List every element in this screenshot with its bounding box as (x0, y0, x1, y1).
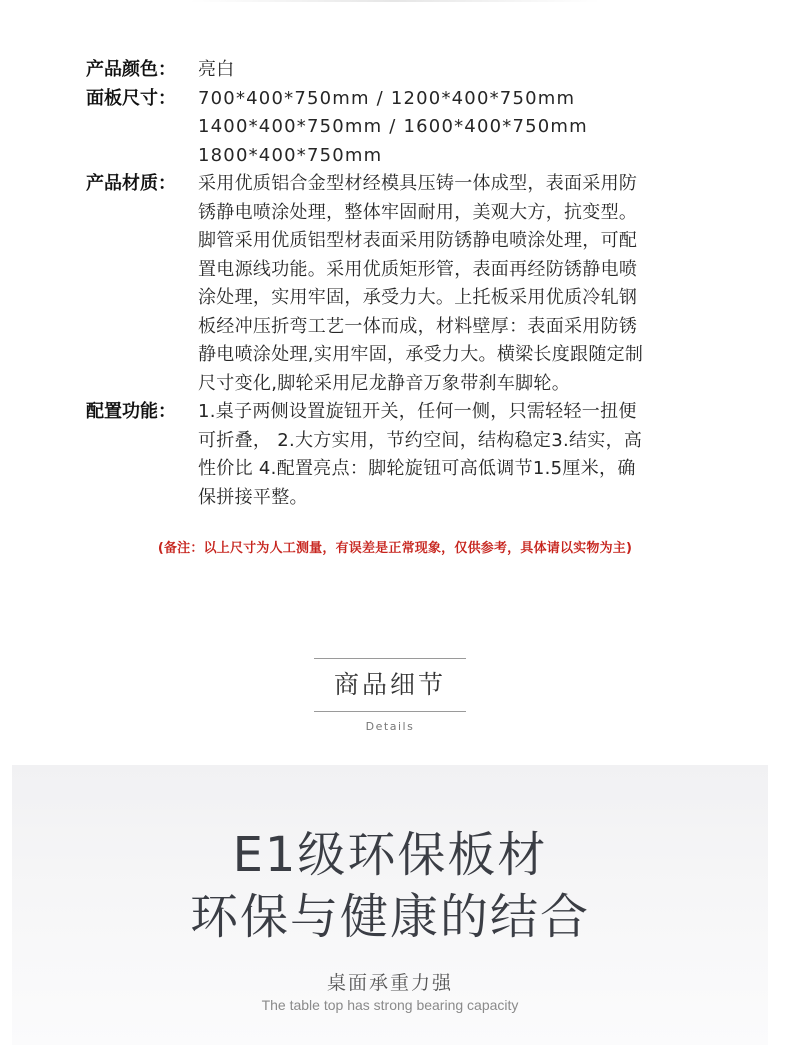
spec-value-material (198, 170, 746, 398)
banner-subtitle-en: The table top has strong bearing capacity (261, 997, 519, 1013)
section-rule-bottom (314, 711, 466, 712)
spec-line: 采用优质铝合金型材经模具压铸一体成型，表面采用防 (198, 173, 638, 194)
feature-banner (12, 765, 768, 1045)
spec-line: 1800*400*750mm (198, 144, 383, 166)
section-header-details (314, 658, 466, 733)
spec-line: 静电喷涂处理,实用牢固，承受力大。横梁长度跟随定制 (198, 344, 644, 365)
section-subtitle: Details (365, 720, 415, 733)
spec-label-material: 产品材质： (86, 173, 176, 194)
banner-subtitle-cn: 桌面承重力强 (326, 972, 453, 994)
spec-line: 保拼接平整。 (198, 486, 308, 508)
spec-label-features: 配置功能： (86, 401, 176, 422)
spec-row-color (86, 56, 746, 85)
spec-line: 亮白 (198, 59, 235, 80)
spec-list (86, 56, 746, 512)
spec-label-size: 面板尺寸： (86, 87, 176, 109)
spec-line: 1400*400*750mm / 1600*400*750mm (198, 116, 588, 137)
spec-row-material (86, 170, 746, 398)
spec-line: 涂处理，实用牢固，承受力大。上托板采用优质冷轧钢 (198, 287, 638, 308)
banner-headline-1: E1级环保板材 (232, 827, 548, 883)
spec-line: 1.桌子两侧设置旋钮开关，任何一侧，只需轻轻一扭便 (198, 401, 637, 422)
top-divider (190, 0, 600, 2)
spec-label-color: 产品颜色： (86, 59, 176, 80)
spec-value-color (198, 56, 746, 85)
banner-headline-2: 环保与健康的结合 (189, 889, 590, 945)
spec-value-features (198, 398, 746, 512)
spec-line: 锈静电喷涂处理，整体牢固耐用，美观大方，抗变型。 (198, 201, 638, 223)
spec-line: 置电源线功能。采用优质矩形管，表面再经防锈静电喷 (198, 258, 638, 280)
spec-line: 脚管采用优质铝型材表面采用防锈静电喷涂处理，可配 (198, 230, 638, 251)
spec-row-size (86, 85, 746, 171)
spec-line: 尺寸变化,脚轮采用尼龙静音万象带刹车脚轮。 (198, 372, 571, 394)
spec-line: 板经冲压折弯工艺一体而成，材料壁厚：表面采用防锈 (198, 315, 638, 337)
section-title: 商品细节 (333, 670, 446, 699)
spec-line: 性价比 4.配置亮点：脚轮旋钮可高低调节1.5厘米，确 (198, 458, 636, 479)
spec-row-features (86, 398, 746, 512)
spec-value-size (198, 85, 746, 171)
spec-line: 700*400*750mm / 1200*400*750mm (198, 87, 576, 109)
measurement-note: (备注：以上尺寸为人工测量，有误差是正常现象，仅供参考，具体请以实物为主) (157, 541, 633, 556)
spec-line: 可折叠， 2.大方实用，节约空间，结构稳定3.结实，高 (198, 429, 643, 451)
